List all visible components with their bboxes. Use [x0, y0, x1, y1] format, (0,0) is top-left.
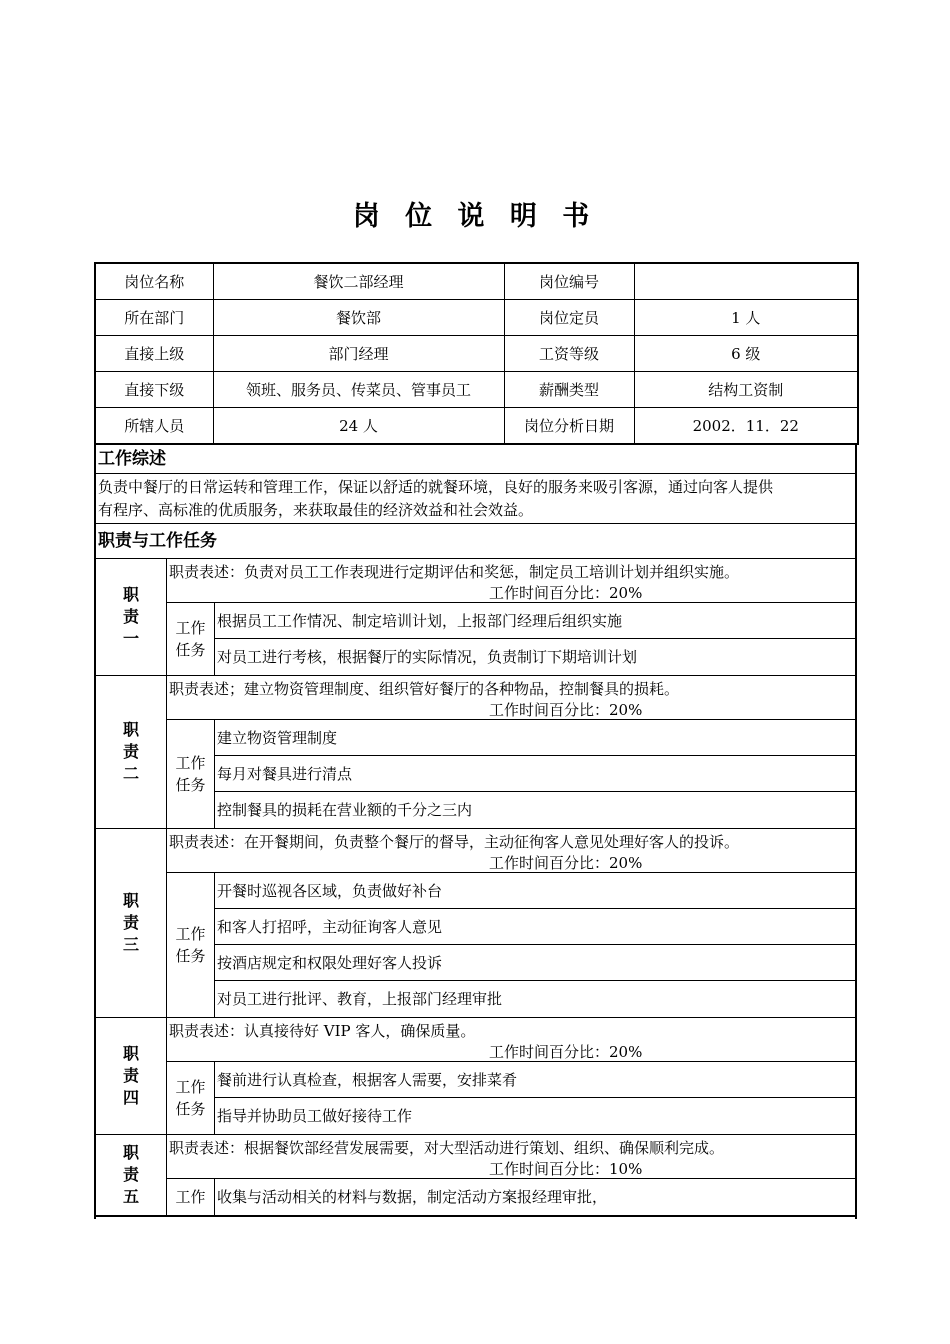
task-item: 每月对餐具进行清点	[215, 756, 855, 792]
duty-label-char: 责	[122, 1165, 139, 1184]
duty-statement-text: 职责表述：认真接待好 VIP 客人，确保质量。	[169, 1022, 476, 1040]
duties-heading: 职责与工作任务	[96, 524, 855, 559]
duty-time-percent: 工作时间百分比：20%	[489, 584, 643, 602]
duty-statement-text: 职责表述；建立物资管理制度、组织管好餐厅的各种物品，控制餐具的损耗。	[169, 680, 680, 698]
task-item: 按酒店规定和权限处理好客人投诉	[215, 945, 855, 981]
tasks-label-line: 工作	[175, 754, 206, 772]
tasks-label	[167, 1179, 215, 1215]
duty-label-char: 五	[122, 1187, 139, 1206]
position-info-table	[94, 262, 859, 445]
page-title: 岗 位 说 明 书	[352, 201, 598, 232]
info-row	[95, 408, 858, 445]
tasks-label-line: 工作	[175, 1078, 206, 1096]
duty-label-char: 职	[122, 1143, 139, 1162]
task-group	[167, 873, 855, 1017]
duty-statement-text: 职责表述：在开餐期间，负责整个餐厅的督导，主动征徇客人意见处理好客人的投诉。	[169, 833, 740, 851]
duty-statement	[167, 676, 855, 720]
duty-label-char: 责	[122, 913, 139, 932]
duty-label	[96, 1018, 167, 1134]
duty-label-char: 职	[122, 720, 139, 739]
duty-label	[96, 829, 167, 1017]
info-value-cell: 餐饮部	[213, 300, 504, 336]
task-list	[215, 1179, 855, 1215]
task-item: 建立物资管理制度	[215, 720, 855, 756]
tasks-label	[167, 720, 215, 828]
duty-label-char: 四	[122, 1088, 139, 1107]
tasks-label-line: 任务	[175, 947, 206, 965]
tasks-label	[167, 1062, 215, 1134]
duty-label-char: 责	[122, 742, 139, 761]
duty-body	[167, 829, 855, 1017]
duty-label-char: 职	[122, 1044, 139, 1063]
info-label-cell: 薪酬类型	[504, 372, 634, 408]
task-group	[167, 1179, 855, 1215]
info-row	[95, 336, 858, 372]
task-item: 餐前进行认真检查，根据客人需要，安排菜肴	[215, 1062, 855, 1098]
tasks-label-line: 任务	[175, 1100, 206, 1118]
info-label-cell: 岗位分析日期	[504, 408, 634, 445]
duty-block	[96, 559, 855, 676]
task-group	[167, 603, 855, 675]
duty-statement-text: 职责表述：根据餐饮部经营发展需要，对大型活动进行策划、组织、确保顺利完成。	[169, 1139, 725, 1157]
duty-label-char: 责	[122, 607, 139, 626]
duty-block	[96, 676, 855, 829]
summary-heading: 工作综述	[96, 445, 855, 474]
task-list	[215, 603, 855, 675]
task-item: 指导并协助员工做好接待工作	[217, 1107, 413, 1125]
task-item: 对员工进行考核，根据餐厅的实际情况，负责制订下期培训计划	[217, 648, 638, 666]
task-group	[167, 1062, 855, 1134]
duty-label	[96, 559, 167, 675]
duties-section	[94, 443, 857, 1219]
info-label-cell: 所在部门	[95, 300, 213, 336]
info-label-cell: 工资等级	[504, 336, 634, 372]
summary-line: 负责中餐厅的日常运转和管理工作，保证以舒适的就餐环境，良好的服务来吸引客源，通过向客人提供	[98, 478, 774, 496]
info-label-cell: 所辖人员	[95, 408, 213, 445]
task-item: 根据员工工作情况、制定培训计划，上报部门经理后组织实施	[215, 603, 855, 639]
duty-statement	[167, 559, 855, 603]
duty-label-char: 二	[122, 764, 139, 783]
duty-statement	[167, 1135, 855, 1179]
duty-body	[167, 1018, 855, 1134]
duty-label	[96, 1135, 167, 1215]
info-value-cell: 餐饮二部经理	[213, 263, 504, 300]
info-value-cell: 结构工资制	[634, 372, 858, 408]
tasks-label-line: 工作	[175, 619, 206, 637]
duty-list	[96, 559, 855, 1217]
info-value-cell: 6 级	[634, 336, 858, 372]
summary-text	[96, 474, 855, 524]
tasks-label-line: 工作	[175, 925, 206, 943]
duty-label-char: 一	[122, 629, 139, 648]
info-value-cell: 24 人	[213, 408, 504, 445]
task-list	[215, 1062, 855, 1134]
info-row	[95, 372, 858, 408]
duty-block	[96, 1135, 855, 1217]
duty-block	[96, 1018, 855, 1135]
duty-label-char: 职	[122, 891, 139, 910]
info-label-cell: 直接下级	[95, 372, 213, 408]
summary-line: 有程序、高标准的优质服务，来获取最佳的经济效益和社会效益。	[98, 501, 534, 519]
task-group	[167, 720, 855, 828]
duty-body	[167, 559, 855, 675]
duty-label-char: 三	[122, 935, 139, 954]
tasks-label-line: 工作	[175, 1188, 206, 1206]
task-item: 开餐时巡视各区域，负责做好补台	[215, 873, 855, 909]
duty-body	[167, 676, 855, 828]
info-value-cell: 领班、服务员、传菜员、管事员工	[213, 372, 504, 408]
info-value-cell: 1 人	[634, 300, 858, 336]
task-list	[215, 720, 855, 828]
duty-block	[96, 829, 855, 1018]
duty-statement	[167, 829, 855, 873]
task-item: 控制餐具的损耗在营业额的千分之三内	[217, 801, 473, 819]
duty-label-char: 责	[122, 1066, 139, 1085]
duty-time-percent: 工作时间百分比：20%	[489, 854, 643, 872]
info-label-cell: 岗位编号	[504, 263, 634, 300]
duty-statement	[167, 1018, 855, 1062]
duty-body	[167, 1135, 855, 1215]
duty-label	[96, 676, 167, 828]
duty-label-char: 职	[122, 585, 139, 604]
duty-statement-text: 职责表述：负责对员工工作表现进行定期评估和奖惩，制定员工培训计划并组织实施。	[169, 563, 740, 581]
info-value-cell: 部门经理	[213, 336, 504, 372]
duty-time-percent: 工作时间百分比：10%	[489, 1160, 643, 1178]
info-label-cell: 岗位定员	[504, 300, 634, 336]
tasks-label-line: 任务	[175, 641, 206, 659]
task-item: 和客人打招呼，主动征询客人意见	[215, 909, 855, 945]
tasks-label	[167, 873, 215, 1017]
tasks-label	[167, 603, 215, 675]
task-item: 对员工进行批评、教育，上报部门经理审批	[217, 990, 503, 1008]
info-row	[95, 263, 858, 300]
tasks-label-line: 任务	[175, 776, 206, 794]
info-row	[95, 300, 858, 336]
info-value-cell: 2002．11．22	[634, 408, 858, 445]
info-value-cell	[634, 263, 858, 300]
duty-time-percent: 工作时间百分比：20%	[489, 1043, 643, 1061]
duty-time-percent: 工作时间百分比：20%	[489, 701, 643, 719]
info-label-cell: 岗位名称	[95, 263, 213, 300]
task-item: 收集与活动相关的材料与数据，制定活动方案报经理审批，	[217, 1188, 608, 1206]
task-list	[215, 873, 855, 1017]
info-label-cell: 直接上级	[95, 336, 213, 372]
